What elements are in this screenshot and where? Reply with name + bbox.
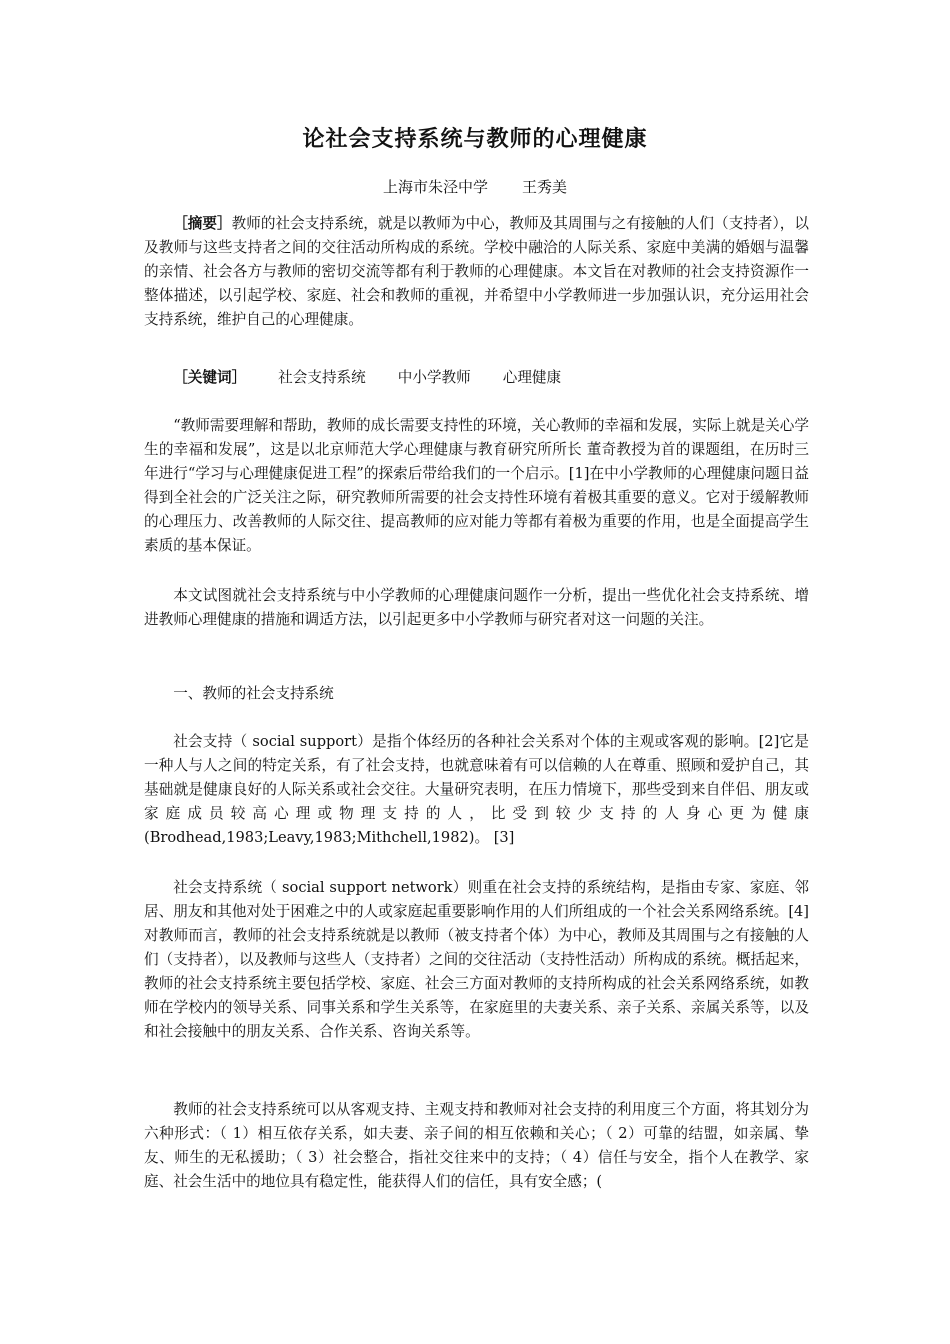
keywords-label: ［关键词］ [173,369,247,386]
abstract [144,212,809,332]
body-paragraph: “教师需要理解和帮助，教师的成长需要支持性的环境，关心教师的幸福和发展，实际上就是关心学生的幸福和发展”，这是以北京师范大学心理健康与教育研究所所长 董奇教授为首的课题组，在历时三年进行“学习与心理健康促进工程”的探索后带给我们的一个启示。[1]在中小学教师的心理健康问题日益得到全社会的广泛关注之际，研究教师所需要的社会支持性环境有着极其重要的意义。它对于缓解教师的心理压力、改善教师的人际交往、提高教师的应对能力等都有着极为重要的作用，也是全面提高学生素质的基本保证。 [144,417,809,554]
body-paragraph: 社会支持（ social support）是指个体经历的各种社会关系对个体的主观或客观的影响。[2]它是一种人与人之间的特定关系，有了社会支持，也就意味着有可以信赖的人在尊重、照顾和爱护自己，其基础就是健康良好的人际关系或社会交往。大量研究表明，在压力情境下，那些受到来自伴侣、朋友或家庭成员较高心理或物理支持的人，比受到较少支持的人身心更为健康 (Brodhead,1983;Leavy,1983;Mithchell,1982)。 [3] [144,733,809,846]
author-name: 王秀美 [522,178,568,196]
abstract-label: ［摘要］ [173,215,232,232]
keyword-item: 心理健康 [502,369,562,386]
keyword-item: 社会支持系统 [278,369,366,386]
paper-title: 论社会支持系统与教师的心理健康 [302,126,648,152]
keywords [144,366,809,390]
section-heading: 一、教师的社会支持系统 [173,685,334,702]
abstract-text: 教师的社会支持系统，就是以教师为中心，教师及其周围与之有接触的人们（支持者），以及教师与这些支持者之间的交往活动所构成的系统。学校中融洽的人际关系、家庭中美满的婚姻与温馨的亲情、社会各方与教师的密切交流等都有利于教师的心理健康。本文旨在对教师的社会支持资源作一整体描述，以引起学校、家庭、社会和教师的重视，并希望中小学教师进一步加强认识，充分运用社会支持系统，维护自己的心理健康。 [144,215,809,328]
body-paragraph: 社会支持系统（ social support network）则重在社会支持的系统结构，是指由专家、家庭、邻居、朋友和其他对处于困难之中的人或家庭起重要影响作用的人们所组成的一个社会关系网络系统。[4]对教师而言，教师的社会支持系统就是以教师（被支持者个体）为中心，教师及其周围与之有接触的人们（支持者），以及教师与这些人（支持者）之间的交往活动（支持性活动）所构成的系统。概括起来，教师的社会支持系统主要包括学校、家庭、社会三方面对教师的支持所构成的社会关系网络系统，如教师在学校内的领导关系、同事关系和学生关系等，在家庭里的夫妻关系、亲子关系、亲属关系等，以及和社会接触中的朋友关系、合作关系、咨询关系等。 [144,879,809,1040]
author-line [0,176,950,197]
keyword-item: 中小学教师 [397,369,471,386]
body-paragraph: 本文试图就社会支持系统与中小学教师的心理健康问题作一分析，提出一些优化社会支持系统、增进教师心理健康的措施和调适方法，以引起更多中小学教师与研究者对这一问题的关注。 [144,587,809,628]
author-affiliation: 上海市朱泾中学 [382,178,488,196]
body-paragraph: 教师的社会支持系统可以从客观支持、主观支持和教师对社会支持的利用度三个方面，将其划分为六种形式：（ 1）相互依存关系，如夫妻、亲子间的相互依赖和关心；（ 2）可靠的结盟，如亲属、挚友、师生的无私援助；（ 3）社会整合，指社交往来中的支持；（ 4）信任与安全，指个人在教学、家庭、社会生活中的地位具有稳定性，能获得人们的信任，具有安全感；( [144,1101,809,1190]
